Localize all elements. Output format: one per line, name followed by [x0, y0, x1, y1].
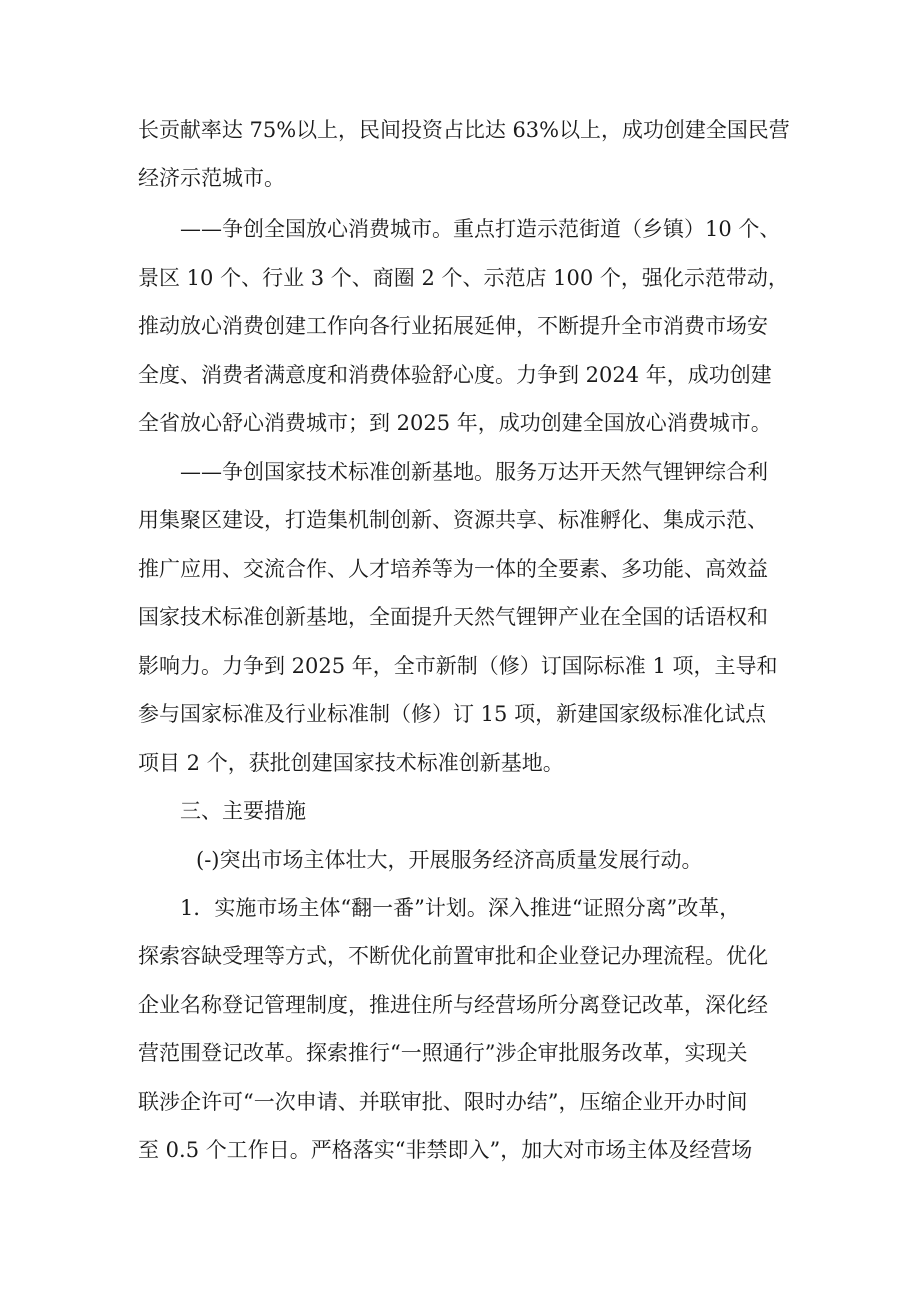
subsection-heading: (-)突出市场主体壮大，开展服务经济高质量发展行动。 [196, 848, 703, 872]
paragraph-line: 长贡献率达 75%以上，民间投资占比达 63%以上，成功创建全国民营 [138, 118, 790, 142]
section-heading: 三、主要措施 [180, 799, 306, 823]
paragraph-line: 企业名称登记管理制度，推进住所与经营场所分离登记改革，深化经 [138, 993, 768, 1017]
paragraph-line: 参与国家标准及行业标准制（修）订 15 项，新建国家级标准化试点 [138, 702, 767, 726]
paragraph-line: 探索容缺受理等方式，不断优化前置审批和企业登记办理流程。优化 [138, 944, 768, 968]
paragraph-line: 推广应用、交流合作、人才培养等为一体的全要素、多功能、高效益 [138, 557, 768, 581]
paragraph-line: 全度、消费者满意度和消费体验舒心度。力争到 2024 年，成功创建 [138, 363, 772, 387]
paragraph-line: 影响力。力争到 2025 年，全市新制（修）订国际标准 1 项，主导和 [138, 654, 778, 678]
paragraph-line: 营范围登记改革。探索推行“一照通行”涉企审批服务改革，实现关 [138, 1041, 748, 1065]
paragraph-line: 至 0.5 个工作日。严格落实“非禁即入”，加大对市场主体及经营场 [138, 1138, 753, 1162]
paragraph-line: 全省放心舒心消费城市；到 2025 年，成功创建全国放心消费城市。 [138, 411, 772, 435]
paragraph-line: 联涉企许可“一次申请、并联审批、限时办结”，压缩企业开办时间 [138, 1090, 748, 1114]
paragraph-line: 1．实施市场主体“翻一番”计划。深入推进“证照分离”改革， [180, 896, 741, 920]
paragraph-line: 国家技术标准创新基地，全面提升天然气锂钾产业在全国的话语权和 [138, 605, 768, 629]
paragraph-line: 用集聚区建设，打造集机制创新、资源共享、标准孵化、集成示范、 [138, 508, 768, 532]
paragraph-line: 推动放心消费创建工作向各行业拓展延伸，不断提升全市消费市场安 [138, 314, 768, 338]
paragraph-line: 项目 2 个，获批创建国家技术标准创新基地。 [138, 751, 564, 775]
paragraph-line: 景区 10 个、行业 3 个、商圈 2 个、示范店 100 个，强化示范带动， [138, 266, 789, 290]
paragraph-line: 经济示范城市。 [138, 166, 285, 190]
paragraph-line: ——争创国家技术标准创新基地。服务万达开天然气锂钾综合利 [180, 460, 768, 484]
paragraph-line: ——争创全国放心消费城市。重点打造示范街道（乡镇）10 个、 [180, 217, 781, 241]
